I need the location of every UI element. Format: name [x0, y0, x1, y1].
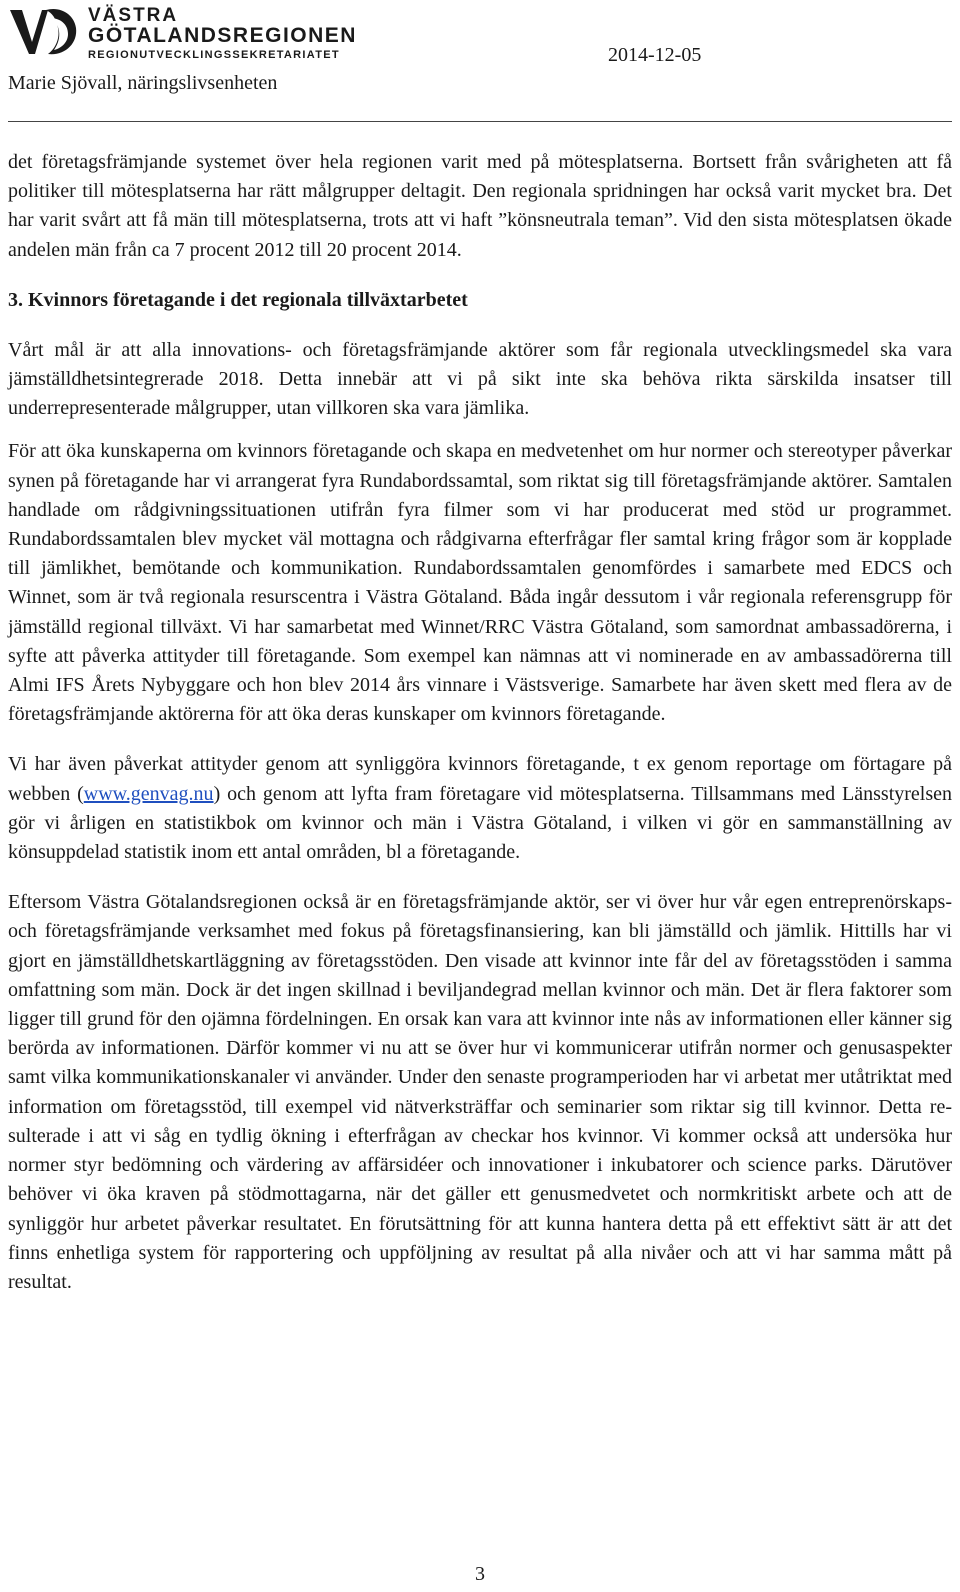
vastra-gotalandsregionen-logo [8, 2, 357, 68]
document-body [8, 148, 952, 1297]
page-header [0, 0, 960, 112]
paragraph-attitudes-text-end: ) och genom att lyfta fram företagare vid mötesplatserna. Tillsammans med Länsstyrelsen gör vi årligen en statistikbok om kvinnor och män i Västra Götaland, i vilken vi gör en sammanställning av könsuppdelad statistik inom ett antal områden, bl a företagande. [8, 782, 953, 864]
page-number: 3 [475, 1563, 485, 1585]
author-line: Marie Sjövall, näringslivsenheten [8, 72, 278, 94]
paragraph-attitudes-text: Vi har även påverkat attityder genom att synliggöra kvinnors företagande, t ex genom reportage om förtagare på webben ( [8, 753, 952, 805]
header-divider [8, 121, 952, 122]
logo-line1: VÄSTRA [88, 5, 179, 26]
paragraph-attitudes [8, 750, 952, 867]
paragraph-meeting-places: det företagsfrämjande systemet över hela regionen varit med på mötesplatserna. Bortsett från svårigheten att få politiker till mötesplatserna har rätt målgrupper deltagit. Den regionala spridningen har också varit mycket bra. Det har varit svårt att få män till mötesplatserna, trots att vi haft ”könsneutrala teman”. Vid den sista mötesplatsen ökade andelen män från ca 7 procent 2012 till 20 procent 2014. [8, 151, 952, 261]
section-heading: 3. Kvinnors företagande i det regionala tillväxtarbetet [8, 288, 468, 311]
logo-line2: GÖTALANDSREGIONEN [88, 24, 357, 47]
paragraph-goal: Vårt mål är att alla innovations- och företagsfrämjande aktörer som får regionala utvecklingsmedel ska vara jämställdhetsintegrerade 2018. Detta innebär att vi på sikt inte ska behöva rikta särskilda insatser till underrepresenterade målgrupper, utan villkoren ska vara jämlika. [8, 338, 952, 420]
genvag-link[interactable]: www.genvag.nu [83, 782, 214, 805]
document-date: 2014-12-05 [608, 44, 702, 66]
logo-mark-icon [8, 4, 80, 60]
paragraph-roundtable: För att öka kunskaperna om kvinnors företagande och skapa en medvetenhet om hur normer och stereotyper påverkar synen på företagande har vi arrangerat fyra Rundabordssamtal, som riktat sig till företagsfrämjande aktörer. Samtalen handlade om rådgivningssituationen utifrån fyra filmer som vi har producerat med stöd ur programmet. Rundabordssamtalen blev mycket väl mottagna och rådgivarna efterfrågar fler samtal kring frågor som är kopplade till jämlikhet, bemötande och kommunikation. Rundabordssamtalen genomfördes i samarbete med EDCS och Winnet, som är två regionala resurscentra i Västra Götaland. Båda ingår dessutom i vår regionala referensgrupp för jämställd regional tillväxt. Vi har samarbetat med Winnet/RRC Västra Götaland, som samordnat ambassadörerna, i syfte att påverka attityder till företagande. Som exempel kan nämnas att vi nominerade en av ambassadörerna till Almi IFS Årets Nybyggare och hon blev 2014 års vinnare i Västsverige. Samarbete har även skett med flera av de företagsfrämjande aktörerna för att öka deras kunskaper om kvinnors företagande. [8, 440, 952, 726]
logo-line3: REGIONUTVECKLINGSSEKRETARIATET [88, 49, 340, 61]
paragraph-own-activities: Eftersom Västra Götalandsregionen också är en företagsfrämjande aktör, ser vi över hur vår egen entreprenörskaps- och företagsfrämjande verksamhet med fokus på företagsfinansiering, kan bli jämställd och jämlik. Hittills har vi gjort en jämställdhetskartläggning av företagsstöden. Den visade att kvinnor inte får del av företagsstöden i samma omfattning som män. Dock är det ingen skillnad i beviljandegrad mellan kvinnor och män. Det är flera faktorer som ligger till grund för den ojämna fördelningen. En orsak kan vara att kvinnor inte nås av informationen eller känner sig berörda av informationen. Därför kommer vi nu att se över hur vi kommunicerar utifrån normer och genusaspekter samt vilka kommunikationskanaler vi använder. Under den senaste programperioden har vi arbetat mer utåtriktat med information om företagsstöd, till exempel vid nätverksträffar och seminarier som riktar sig till kvinnor. Detta resulterade i att vi såg en tydlig ökning i efterfrågan av checkar hos kvinnor. Vi kommer också att undersöka hur normer styr bedömning och värdering av affärsidéer och innovationer i inkubatorer och science parks. Därutöver behöver vi öka kraven på stödmottagarna, när det gäller ett genusmedvetet och normkritiskt arbete och att de synliggör hur arbetet påverkar resultatet. En förutsättning för att kunna hantera detta på ett effektivt sätt är att det finns enhetliga system för rapportering och uppföljning av resultat på alla nivåer och att vi har samma mått på resultat. [8, 891, 952, 1293]
